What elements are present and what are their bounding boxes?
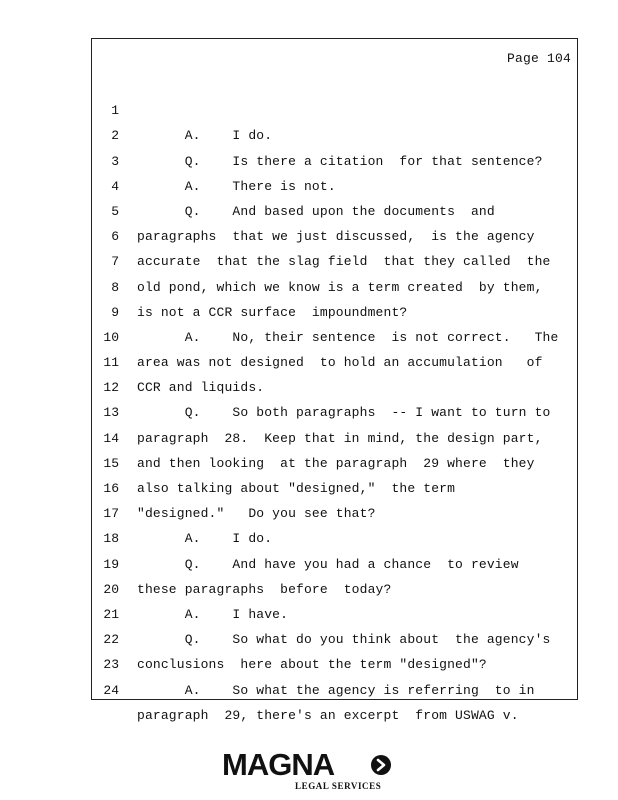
line-number: 22 <box>103 632 119 648</box>
transcript-page <box>91 38 578 723</box>
line-text: is not a CCR surface impoundment? <box>137 304 408 320</box>
line-text: A. There is not. <box>137 178 336 194</box>
line-number: 6 <box>111 229 119 245</box>
line-number: 15 <box>103 455 119 471</box>
line-number: 7 <box>111 254 119 270</box>
line-text: A. I have. <box>137 606 289 622</box>
line-number: 5 <box>111 203 119 219</box>
line-number: 21 <box>103 606 119 622</box>
line-number: 20 <box>103 581 119 597</box>
line-text: A. I do. <box>137 531 273 547</box>
line-number: 12 <box>103 380 119 396</box>
chevron-circle-icon <box>370 754 392 776</box>
line-number: 4 <box>111 178 119 194</box>
line-text: paragraph 28. Keep that in mind, the design part, <box>137 430 543 446</box>
line-number: 10 <box>103 329 119 345</box>
line-number: 14 <box>103 430 119 446</box>
line-text: "designed." Do you see that? <box>137 506 376 522</box>
line-text: and then looking at the paragraph 29 where they <box>137 455 535 471</box>
transcript-lines <box>92 73 577 723</box>
line-text: also talking about "designed," the term <box>137 481 456 497</box>
transcript-line <box>92 73 577 144</box>
line-number: 9 <box>111 304 119 320</box>
line-number: 3 <box>111 153 119 169</box>
line-text: paragraphs that we just discussed, is the agency <box>137 229 535 245</box>
line-text: paragraph 29, there's an excerpt from USWAG v. <box>137 707 519 723</box>
line-text: Q. So what do you think about the agency's <box>137 632 551 648</box>
line-text: Q. Is there a citation for that sentence? <box>137 153 543 169</box>
line-text: Q. And based upon the documents and <box>137 203 495 219</box>
line-text: CCR and liquids. <box>137 380 265 396</box>
line-number: 11 <box>103 355 119 371</box>
magna-logo <box>222 748 397 792</box>
line-number: 24 <box>103 682 119 698</box>
logo-subtitle: LEGAL SERVICES <box>295 781 382 791</box>
line-text: conclusions here about the term "designed"? <box>137 657 487 673</box>
page-number: Page 104 <box>506 51 571 66</box>
line-text: these paragraphs before today? <box>137 581 392 597</box>
line-number: 18 <box>103 531 119 547</box>
line-number: 8 <box>111 279 119 295</box>
line-number: 2 <box>111 128 119 144</box>
line-number: 23 <box>103 657 119 673</box>
line-number: 1 <box>111 103 119 119</box>
line-text: accurate that the slag field that they called the <box>137 254 551 270</box>
logo-wordmark: MAGNA <box>222 747 335 782</box>
line-number: 19 <box>103 556 119 572</box>
line-text: A. No, their sentence is not correct. The <box>137 329 559 345</box>
line-text: old pond, which we know is a term created by them, <box>137 279 543 295</box>
line-text: area was not designed to hold an accumulation of <box>137 355 543 371</box>
line-number: 13 <box>103 405 119 421</box>
line-number: 16 <box>103 481 119 497</box>
line-text: Q. So both paragraphs -- I want to turn to <box>137 405 551 421</box>
line-text: Q. And have you had a chance to review <box>137 556 519 572</box>
line-text: A. I do. <box>137 128 273 144</box>
line-number: 17 <box>103 506 119 522</box>
line-text: A. So what the agency is referring to in <box>137 682 535 698</box>
